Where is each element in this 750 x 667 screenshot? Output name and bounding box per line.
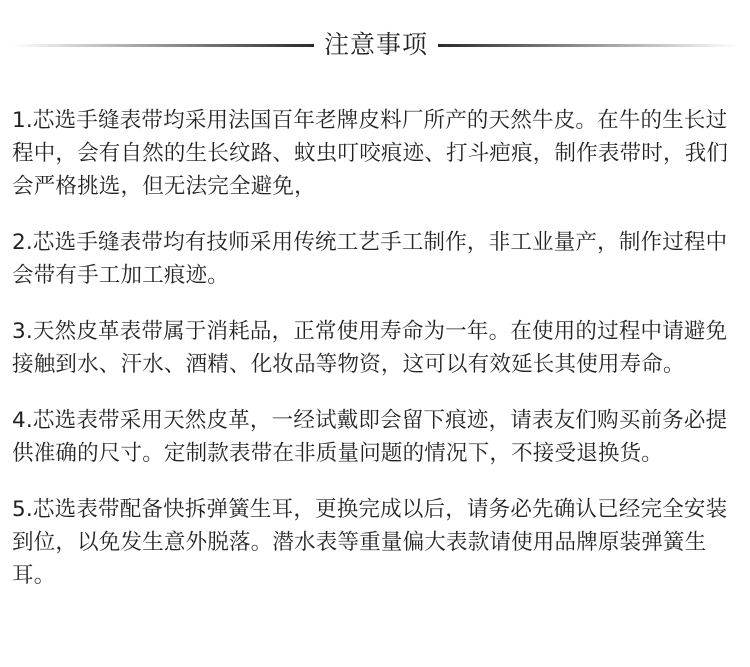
note-item-1: 1.芯选手缝表带均采用法国百年老牌皮料厂所产的天然牛皮。在牛的生长过程中，会有自然的生长纹路、蚊虫叮咬痕迹、打斗疤痕，制作表带时，我们会严格挑选，但无法完全避免， xyxy=(12,108,729,199)
note-item-3: 3.天然皮革表带属于消耗品，正常使用寿命为一年。在使用的过程中请避免接触到水、汗水、酒精、化妆品等物资，这可以有效延长其使用寿命。 xyxy=(12,319,728,377)
notes-list xyxy=(12,104,742,615)
section-header xyxy=(0,22,750,68)
note-item-5: 5.芯选表带配备快拆弹簧生耳，更换完成以后，请务必先确认已经完全安装到位，以免发生意外脱落。潜水表等重量偏大表款请使用品牌原装弹簧生耳。 xyxy=(12,497,728,588)
header-rule-left xyxy=(12,44,314,47)
page-title: 注意事项 xyxy=(323,30,428,59)
note-item-4: 4.芯选表带采用天然皮革，一经试戴即会留下痕迹，请表友们购买前务必提供准确的尺寸。定制款表带在非质量问题的情况下，不接受退换货。 xyxy=(12,408,728,466)
note-item-2: 2.芯选手缝表带均有技师采用传统工艺手工制作，非工业量产，制作过程中会带有手工加工痕迹。 xyxy=(12,230,728,288)
header-rule-right xyxy=(438,44,738,47)
